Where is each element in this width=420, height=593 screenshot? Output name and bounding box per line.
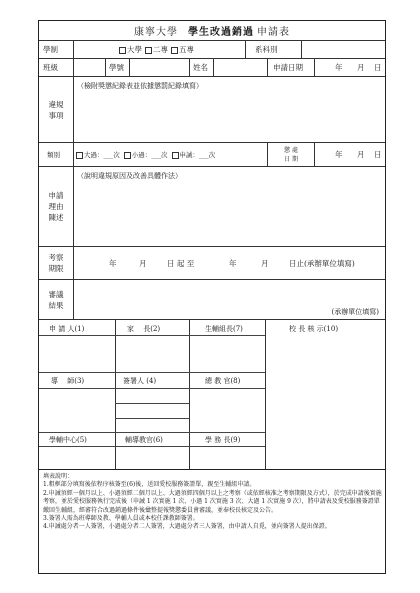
punish-date-year: 年 bbox=[335, 150, 343, 159]
apply-date-year: 年 bbox=[335, 63, 343, 72]
checkbox-major-demerit[interactable]: 大過：___次 bbox=[76, 150, 120, 159]
department-label: 系科別 bbox=[255, 45, 278, 54]
school-system-label: 學制 bbox=[43, 45, 58, 54]
sig-homeroom-teacher: 導 師(3) bbox=[51, 377, 85, 385]
department-field[interactable] bbox=[302, 41, 386, 58]
violation-note: （檢附獎懲紀錄表並依據懲罰紀錄填寫） bbox=[77, 82, 203, 90]
checkbox-minor-demerit[interactable]: 小過：___次 bbox=[124, 150, 168, 159]
name-label: 姓名 bbox=[193, 63, 208, 72]
punish-date-month: 月 bbox=[357, 150, 365, 159]
review-row bbox=[39, 280, 385, 320]
checkbox-two-year[interactable]: 二專 bbox=[145, 44, 168, 55]
school-system-options bbox=[119, 41, 249, 58]
observation-label: 考察 期限 bbox=[48, 253, 64, 273]
sig-signer: 簽署人 (4) bbox=[123, 377, 157, 385]
student-id-field[interactable] bbox=[130, 59, 188, 76]
review-note: (承辦單位填寫) bbox=[331, 308, 379, 316]
class-row bbox=[39, 59, 385, 77]
instruction-item: 4.申誡處分者一人簽署，小過處分者二人簽署，大過處分者三人簽署，由申請人自覓，並向簽署人提出保證。 bbox=[43, 523, 331, 531]
obs-end-note: 日止(承辦單位填寫) bbox=[289, 258, 355, 268]
obs-start-month: 月 bbox=[139, 258, 147, 268]
checkbox-admonition[interactable]: 申誡：___次 bbox=[172, 150, 216, 159]
form-title bbox=[39, 21, 385, 40]
instructions-heading: 填表說明： bbox=[43, 473, 74, 480]
category-row bbox=[39, 143, 385, 167]
instructions bbox=[43, 473, 383, 532]
school-system-row bbox=[39, 41, 385, 59]
sig-chief-instructor: 總 教 官(8) bbox=[205, 377, 241, 385]
apply-date-month: 月 bbox=[357, 63, 365, 72]
class-field[interactable] bbox=[74, 59, 104, 76]
category-options bbox=[76, 143, 215, 166]
obs-end-year: 年 bbox=[229, 258, 237, 268]
form-name: 學生改過銷過 bbox=[188, 27, 254, 38]
class-label: 班級 bbox=[43, 63, 58, 72]
sig-applicant: 申 請 人(1) bbox=[49, 325, 85, 333]
sig-parent: 家 長(2) bbox=[127, 325, 161, 333]
obs-from: 日 起 至 bbox=[167, 258, 195, 268]
punish-date-day: 日 bbox=[374, 150, 382, 159]
title-row bbox=[39, 21, 385, 41]
sig-military-instructor: 輔導教官(6) bbox=[125, 436, 163, 444]
punish-date-label: 懲 處 日 期 bbox=[284, 146, 298, 163]
checkbox-five-year[interactable]: 五專 bbox=[171, 44, 194, 55]
reason-row bbox=[39, 167, 385, 247]
apply-date-label: 申請日期 bbox=[273, 63, 303, 72]
sig-counseling-center: 學輔中心(5) bbox=[49, 436, 87, 444]
apply-date-day: 日 bbox=[374, 63, 382, 72]
category-label: 類別 bbox=[47, 151, 60, 159]
student-id-label: 學號 bbox=[109, 63, 124, 72]
sig-principal: 校 長 核 示(10) bbox=[289, 325, 339, 333]
reason-label: 申請 理由 陳述 bbox=[48, 191, 64, 222]
sig-life-guidance-chief: 生輔組長(7) bbox=[205, 325, 243, 333]
signature-block bbox=[39, 320, 385, 470]
checkbox-university[interactable]: 大學 bbox=[119, 44, 142, 55]
obs-end-month: 月 bbox=[261, 258, 269, 268]
reason-note: （說明違規原因及改善具體作法） bbox=[77, 172, 182, 180]
sig-dean-student-affairs: 學 務 長(9) bbox=[205, 436, 241, 444]
violation-label: 違規 事項 bbox=[48, 99, 64, 120]
instruction-item: 1.粗框部分填寫後依程序核簽至(6)後，送回愛校服務簽證單，親至生輔組申請。 bbox=[43, 481, 256, 489]
observation-row bbox=[39, 247, 385, 280]
application-form bbox=[38, 20, 386, 574]
review-label: 審議 結果 bbox=[48, 289, 64, 310]
obs-start-year: 年 bbox=[109, 258, 117, 268]
violation-row bbox=[39, 77, 385, 143]
instruction-item: 3.簽署人需為班導師及教、學輔人員或本校任課教師簽署。 bbox=[43, 515, 199, 523]
university-name: 康寧大學 bbox=[134, 27, 178, 38]
instruction-item: 2.申誡須經一個月以上、小過須經二個月以上、大過須經四個月以上之考察（或依經核准之考察期限及方式），於完成申請後實施考察，並於愛校服務執行完成後（申誡 1 次實施 1 次、小過 1 次實施 3 次、大過 1 次實施 9 次），將申請表及愛校服務簽證單繳回生輔組，經審符合改過銷過條件後彙整提報獎懲委員會審議，並奉校長核定及公告。 bbox=[43, 489, 382, 514]
form-type: 申請表 bbox=[257, 27, 290, 38]
name-field[interactable] bbox=[214, 59, 264, 76]
